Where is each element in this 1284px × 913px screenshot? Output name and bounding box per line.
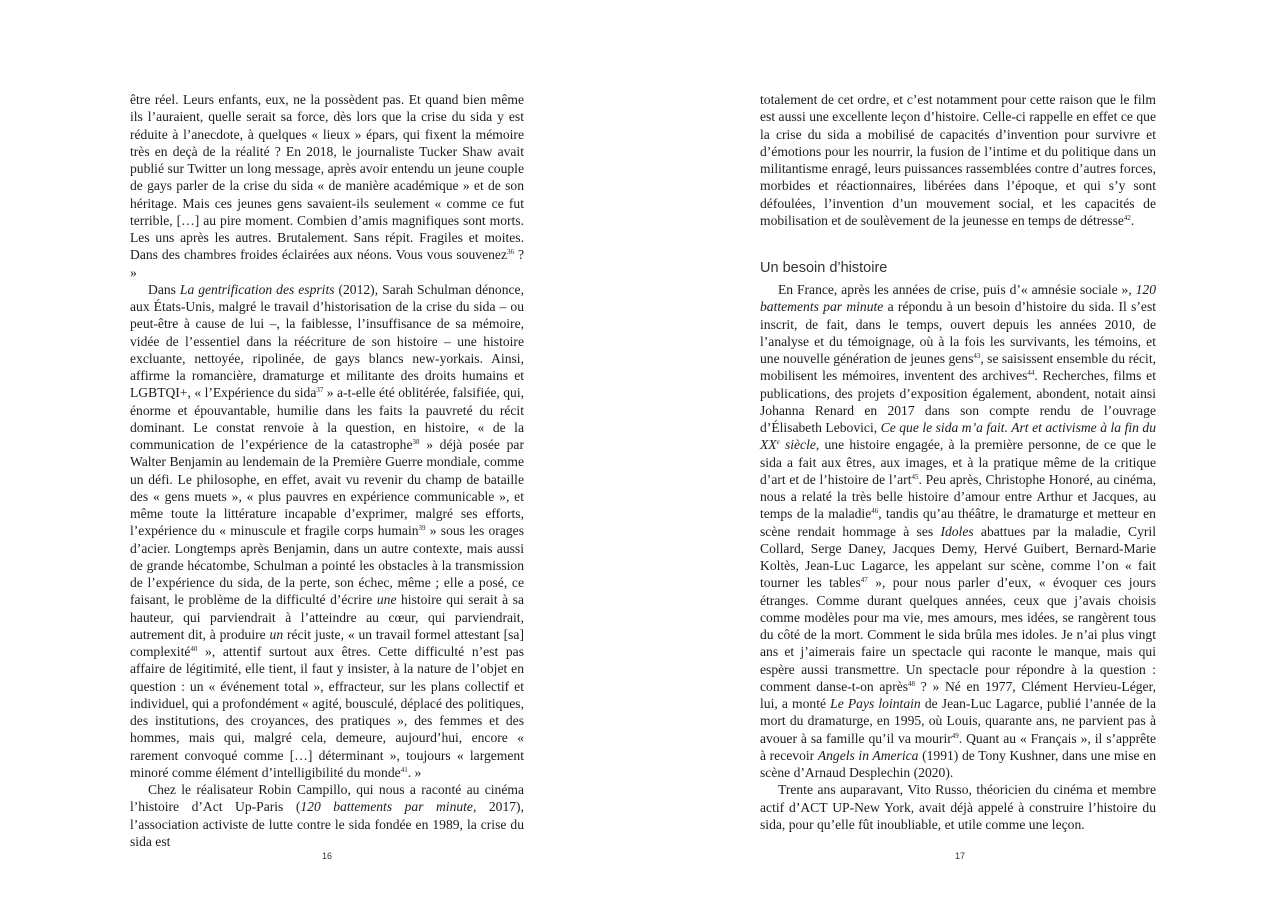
film-title: 120 battements par minute	[760, 282, 1156, 315]
footnote-ref: 48	[908, 679, 916, 688]
paragraph: En France, après les années de crise, puis d’« amnésie sociale », 120 battements par minute a répondu à un besoin d’histoire du sida. Il s’est inscrit, de fait, dans le temps, ouvert depuis les années 2010, de l’analyse et du témoignage, où à la fois les survivants, les témoins, et une nouvelle génération de jeunes gens$^{43}$, se saisissent ensemble du récit, mobilisent les mémoires, inventent des archives$^{44}$. Recherches, films et publications, des projets d’exposition également, abondent, notait ainsi Johanna Renard en 2017 dans son compte rendu de l’ouvrage d’Élisabeth Lebovici, Ce que le sida m’a fait. Art et activisme à la fin du XXe siècle, une histoire engagée, à la première personne, de ce que le sida a fait aux êtres, aux images, et à la pratique même de la critique d’art et de l’histoire de l’art$^{45}$. Peu après, Christophe Honoré, au cinéma, nous a relaté la très belle histoire d’amour entre Arthur et Jacques, au temps de la maladie$^{46}$, tandis qu’au théâtre, le dramaturge et metteur en scène rendait hommage à ses Idoles abattues par la maladie, Cyril Collard, Serge Daney, Jacques Demy, Hervé Guibert, Bernard-Marie Koltès, Jean-Luc Lagarce, les appelant sur scène, comme l’on « fait tourner les tables$^{47}$ », pour nous parler d’eux, « évoquer ces jours étranges. Comme durant quelques années, ceux que j’avais choisis comme modèles pour ma vie, mes amours, mes idées, se rangèrent tous du côté de la mort. Comment le sida brûla mes idoles. Je n’ai plus vingt ans et j’aimerais faire un spectacle qui raconte le manque, mais qui espère aussi transmettre. Un spectacle pour répondre à la question : comment danse-t-on après$^{48}$ ? » Né en 1977, Clément Hervieu-Léger, lui, a monté Le Pays lointain de Jean-Luc Lagarce, publié l’année de la mort du dramaturge, en 1995, où Louis, quarante ans, ne parvient pas à avouer à sa famille qu’il va mourir$^{49}$. Quant au « Français », il s’apprête à recevoir Angels in America (1991) de Tony Kushner, dans une mise en scène d’Arnaud Desplechin (2020).	[760, 282, 1157, 780]
paragraph: Dans La gentrification des esprits (2012), Sarah Schulman dénonce, aux États-Unis, malgré le travail d’historisation de la crise du sida – ou peut-être à cause de lui –, la faiblesse, l’insuffisance de sa mémoire, vidée de l’essentiel dans la réécriture de son histoire – une histoire excluante, nettoyée, ripolinée, de gays blancs new-yorkais. Ainsi, affirme la romancière, dramaturge et militante des droits humains et LGBTQI+, « l’Expérience du sida$^{37}$ » a-t-elle été oblitérée, falsifiée, qui, énorme et épouvantable, humilie dans les faits la pauvreté du récit dominant. Le constat renvoie à la question, en histoire, « de la communication de l’expérience de la catastrophe$^{38}$ » déjà posée par Walter Benjamin au lendemain de la Première Guerre mondiale, comme un défi. Le philosophe, en effet, avait vu revenir du champ de bataille des « gens muets », « plus pauvres en expérience communicable », et même toute la littérature incapable d’exprimer, malgré ses efforts, l’expérience du « minuscule et fragile corps humain$^{39}$ » sous les orages d’acier. Longtemps après Benjamin, dans un autre contexte, mais aussi de grande hécatombe, Schulman a pointé les obstacles à la transmission de l’expérience du sida, de la perte, son échec, même ; elle a posé, ce faisant, le problème de la difficulté d’écrire une histoire qui serait à sa hauteur, qui parviendrait à l’atteindre au cœur, qui parviendrait, autrement dit, à produire un récit juste, « un travail formel attestant [sa] complexité$^{40}$ », attentif surtout aux êtres. Cette difficulté n’est pas affaire de légitimité, elle tient, il faut y insister, à la nature de l’objet en question : un « événement total », effracteur, sur les plans collectif et individuel, qui a profondément « agité, bousculé, déplacé des politiques, des institutions, des croyances, des pratiques », des femmes et des hommes, mais qui, malgré cela, demeure, aujourd’hui, encore « rarement convoqué comme […] déterminant », toujours « largement minoré comme élément d’intelligibilité du monde$^{41}$. »	[130, 281, 524, 780]
left-text-column	[130, 91, 524, 850]
page-number: 17	[955, 851, 966, 861]
footnote-ref: 44	[1027, 369, 1035, 378]
footnote-ref: 46	[871, 507, 879, 516]
play-title: Idoles	[940, 523, 974, 539]
right-page	[642, 0, 1284, 913]
film-title: 120 battements par minute	[300, 799, 473, 815]
footnote-ref: 42	[1123, 213, 1131, 222]
paragraph: totalement de cet ordre, et c’est notamment pour cette raison que le film est aussi une excellente leçon d’histoire. Celle-ci rappelle en effet ce que la crise du sida a mobilisé de capacités d’invention pour survivre et d’émotions pour les nourrir, la fusion de l’intime et du politique dans un militantisme enragé, leurs puissances rassemblées contre d’autres forces, morbides et réactionnaires, libérées dans l’époque, et qui s’y sont défoulées, l’invention d’un mouvement social, et les capacités de mobilisation et de soulèvement de la jeunesse en temps de détresse$^{42}$.	[760, 92, 1156, 228]
book-title: Ce que le sida m’a fait. Art et activisme à la fin du XXe siècle	[760, 420, 1157, 453]
play-title: Angels in America	[817, 747, 919, 763]
footnote-ref: 40	[190, 645, 198, 653]
footnote-ref: 36	[506, 248, 514, 257]
footnote-ref: 45	[911, 472, 919, 481]
play-title: Le Pays lointain	[830, 696, 921, 711]
footnote-ref: 47	[860, 576, 868, 585]
page-number: 16	[322, 851, 333, 861]
paragraph: Trente ans auparavant, Vito Russo, théoricien du cinéma et membre actif d’ACT UP-New York, avait déjà appelé à construire l’histoire du sida, pour qu’elle fût inoubliable, et utile comme une leçon.	[760, 782, 1156, 832]
footnote-ref: 43	[973, 352, 981, 360]
footnote-ref: 41	[400, 765, 408, 774]
footnote-ref: 49	[951, 731, 959, 740]
book-title: La gentrification des esprits	[179, 281, 335, 297]
footnote-ref: 39	[418, 524, 426, 533]
paragraph: être réel. Leurs enfants, eux, ne la possèdent pas. Et quand bien même ils l’auraient, quelle serait sa force, dès lors que la crise du sida y est réduite à l’anecdote, à quelques « lieux » épars, qui fixent la mémoire très en deçà de la réalité ? En 2018, le journaliste Tucker Shaw avait publié sur Twitter un long message, après avoir entendu un jeune couple de gays parler de la crise du sida « de manière académique » et de son héritage. Mais ces jeunes gens savaient-ils seulement « comme ce fut terrible, […] au pire moment. Combien d’amis magnifiques sont morts. Les uns après les autres. Brutalement. Sans répit. Fragiles et moites. Dans des chambres froides éclairées aux néons. Vous vous souvenez$^{36}$ ? »	[130, 92, 525, 280]
paragraph: Chez le réalisateur Robin Campillo, qui nous a raconté au cinéma l’histoire d’Act Up-Paris (120 battements par minute, 2017), l’association activiste de lutte contre le sida fondée en 1989, la crise du sida est	[130, 782, 524, 849]
right-text-column	[760, 91, 1156, 833]
footnote-ref: 38	[412, 438, 420, 446]
footnote-ref: 37	[316, 386, 324, 395]
section-heading: Un besoin d’histoire	[760, 260, 888, 276]
